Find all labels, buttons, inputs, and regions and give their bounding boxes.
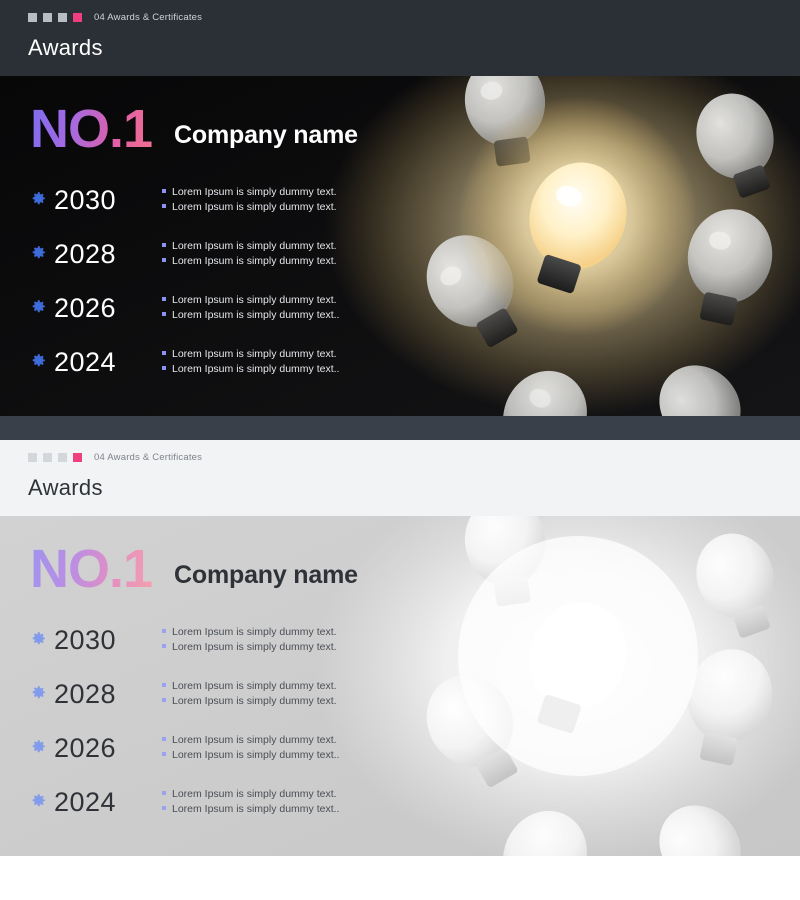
bullet-dot-icon	[162, 312, 166, 316]
rank-badge: NO.1	[30, 539, 153, 599]
gear-icon	[30, 684, 47, 701]
list-item	[30, 344, 430, 380]
list-item	[30, 730, 430, 766]
bullet-group	[162, 676, 337, 709]
gear-icon	[30, 630, 47, 647]
rank-badge: NO.1	[30, 99, 153, 159]
section-kicker: 04 Awards & Certificates	[94, 451, 203, 463]
timeline-list	[30, 182, 430, 380]
square-marker-accent-icon	[73, 453, 82, 462]
bullet-dot-icon	[162, 806, 166, 810]
page-title: Awards	[28, 35, 103, 60]
bullet-line	[162, 802, 339, 817]
bullet-line	[162, 347, 339, 362]
square-marker-accent-icon	[73, 13, 82, 22]
bullet-dot-icon	[162, 351, 166, 355]
year-label: 2030	[54, 185, 117, 215]
bullet-line	[162, 308, 339, 323]
bullet-text: Lorem Ipsum is simply dummy text.	[172, 294, 337, 306]
bullet-text: Lorem Ipsum is simply dummy text.	[172, 201, 337, 213]
bullet-dot-icon	[162, 698, 166, 702]
bullet-text: Lorem Ipsum is simply dummy text.	[172, 626, 337, 638]
slide-separator	[0, 416, 800, 440]
bullet-group	[162, 236, 337, 269]
kicker-row	[28, 450, 772, 464]
bullet-line	[162, 625, 337, 640]
bullet-dot-icon	[162, 791, 166, 795]
gear-icon	[30, 298, 47, 315]
kicker-row	[28, 10, 772, 24]
headline-row	[30, 539, 430, 599]
list-item	[30, 236, 430, 272]
bullet-text: Lorem Ipsum is simply dummy text.	[172, 680, 337, 692]
square-marker-icon	[43, 13, 52, 22]
bullet-group	[162, 622, 337, 655]
bullet-dot-icon	[162, 189, 166, 193]
bullet-text: Lorem Ipsum is simply dummy text..	[172, 309, 340, 321]
gear-icon	[30, 738, 47, 755]
year-label: 2030	[54, 625, 117, 655]
bullet-line	[162, 185, 337, 200]
bullet-dot-icon	[162, 366, 166, 370]
page-title: Awards	[28, 475, 103, 500]
gear-icon	[30, 190, 47, 207]
list-item	[30, 784, 430, 820]
bullet-dot-icon	[162, 297, 166, 301]
gear-icon	[30, 352, 47, 369]
bullet-text: Lorem Ipsum is simply dummy text..	[172, 749, 340, 761]
slide-body-light	[0, 516, 800, 856]
bullet-text: Lorem Ipsum is simply dummy text..	[172, 363, 340, 375]
company-name: Company name	[174, 561, 358, 589]
square-marker-icon	[58, 13, 67, 22]
bullet-dot-icon	[162, 243, 166, 247]
company-name: Company name	[174, 121, 358, 149]
bullet-dot-icon	[162, 683, 166, 687]
bullet-line	[162, 254, 337, 269]
bullet-line	[162, 694, 337, 709]
bullet-line	[162, 679, 337, 694]
bullet-text: Lorem Ipsum is simply dummy text.	[172, 186, 337, 198]
bullet-line	[162, 239, 337, 254]
bullet-group	[162, 290, 339, 323]
bullet-text: Lorem Ipsum is simply dummy text..	[172, 803, 340, 815]
bullet-line	[162, 733, 339, 748]
gear-icon	[30, 244, 47, 261]
square-marker-icon	[58, 453, 67, 462]
bullet-group	[162, 730, 339, 763]
square-marker-icon	[43, 453, 52, 462]
slide-content-light	[0, 516, 430, 856]
bullet-line	[162, 748, 339, 763]
bullet-text: Lorem Ipsum is simply dummy text.	[172, 641, 337, 653]
bullet-dot-icon	[162, 737, 166, 741]
slide-body-dark	[0, 76, 800, 416]
bullet-dot-icon	[162, 258, 166, 262]
bullet-group	[162, 182, 337, 215]
bullet-dot-icon	[162, 629, 166, 633]
year-label: 2028	[54, 239, 117, 269]
bullet-line	[162, 787, 339, 802]
section-kicker: 04 Awards & Certificates	[94, 11, 203, 23]
bullet-text: Lorem Ipsum is simply dummy text.	[172, 734, 337, 746]
bullet-line	[162, 200, 337, 215]
slide-content-dark	[0, 76, 430, 416]
year-label: 2024	[54, 787, 117, 817]
list-item	[30, 622, 430, 658]
bullet-text: Lorem Ipsum is simply dummy text.	[172, 695, 337, 707]
bullet-text: Lorem Ipsum is simply dummy text.	[172, 240, 337, 252]
year-label: 2028	[54, 679, 117, 709]
bullet-line	[162, 362, 339, 377]
square-marker-icon	[28, 453, 37, 462]
year-label: 2024	[54, 347, 117, 377]
slide-header-dark	[0, 0, 800, 76]
bullet-group	[162, 784, 339, 817]
square-marker-icon	[28, 13, 37, 22]
list-item	[30, 182, 430, 218]
slide-light	[0, 440, 800, 856]
bullet-line	[162, 293, 339, 308]
bullet-text: Lorem Ipsum is simply dummy text.	[172, 255, 337, 267]
slide-header-light	[0, 440, 800, 516]
list-item	[30, 676, 430, 712]
bullet-dot-icon	[162, 644, 166, 648]
bullet-text: Lorem Ipsum is simply dummy text.	[172, 348, 337, 360]
year-label: 2026	[54, 733, 117, 763]
bullet-dot-icon	[162, 752, 166, 756]
list-item	[30, 290, 430, 326]
bottom-spacer	[0, 856, 800, 880]
timeline-list	[30, 622, 430, 820]
bullet-dot-icon	[162, 204, 166, 208]
headline-row	[30, 99, 430, 159]
year-label: 2026	[54, 293, 117, 323]
gear-icon	[30, 792, 47, 809]
bullet-group	[162, 344, 339, 377]
bullet-line	[162, 640, 337, 655]
bullet-text: Lorem Ipsum is simply dummy text.	[172, 788, 337, 800]
slide-dark	[0, 0, 800, 416]
